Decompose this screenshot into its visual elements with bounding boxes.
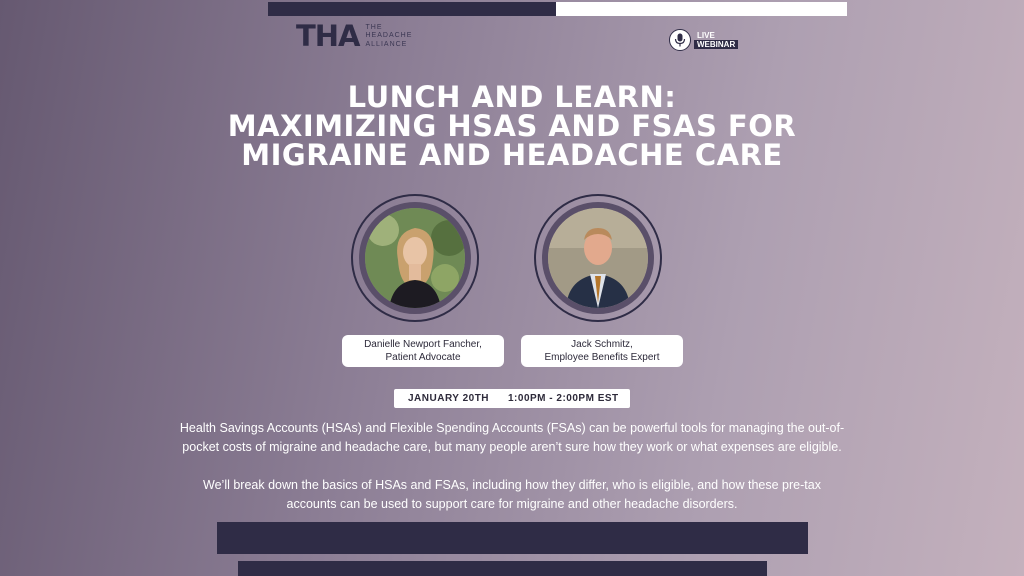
speaker-name: Danielle Newport Fancher,	[364, 339, 482, 350]
event-time: 1:00PM - 2:00PM EST	[508, 393, 619, 404]
top-bar-dark	[268, 2, 556, 16]
title-line: LUNCH AND LEARN:	[347, 80, 677, 114]
logo-text	[366, 24, 413, 50]
speaker-name-card	[342, 335, 504, 367]
speaker-photo	[359, 202, 471, 314]
title-line: MIGRAINE AND HEADACHE CARE	[241, 138, 783, 172]
description-line: accounts can be used to support care for migraine and other headache disorders.	[286, 497, 738, 511]
live-webinar-badge	[669, 29, 738, 51]
brand-logo	[296, 19, 413, 53]
microphone-icon	[669, 29, 691, 51]
top-bar-light	[556, 2, 847, 16]
event-date: JANUARY 20TH	[408, 393, 490, 404]
title-line: MAXIMIZING HSAS AND FSAS FOR	[227, 109, 797, 143]
speaker-role: Patient Advocate	[385, 352, 461, 363]
speaker-role: Employee Benefits Expert	[544, 352, 660, 363]
event-date-time	[394, 389, 630, 408]
logo-mark: THA	[296, 19, 360, 53]
badge-line-webinar: WEBINAR	[694, 40, 738, 49]
description-paragraph	[0, 476, 1024, 514]
description-paragraph	[0, 419, 1024, 457]
bottom-bar	[217, 522, 808, 554]
description-line: Health Savings Accounts (HSAs) and Flexible Spending Accounts (FSAs) can be powerful tools for managing the out-of-	[179, 421, 845, 435]
speaker-portrait-ring	[351, 194, 479, 322]
logo-text-line: ALLIANCE	[365, 40, 408, 48]
badge-line-live: LIVE	[697, 31, 715, 40]
page-title	[0, 80, 1024, 172]
bottom-bar	[238, 561, 767, 576]
speaker-portrait-ring	[534, 194, 662, 322]
speaker-photo	[542, 202, 654, 314]
description-line: pocket costs of migraine and headache care, but many people aren’t sure how they work or what expenses are eligible.	[182, 440, 842, 454]
logo-text-line: THE	[365, 23, 383, 31]
speaker-name-card	[521, 335, 683, 367]
description-line: We’ll break down the basics of HSAs and FSAs, including how they differ, who is eligible, and how these pre-tax	[203, 478, 821, 492]
logo-text-line: HEADACHE	[365, 32, 413, 40]
speaker-name: Jack Schmitz,	[571, 339, 633, 350]
